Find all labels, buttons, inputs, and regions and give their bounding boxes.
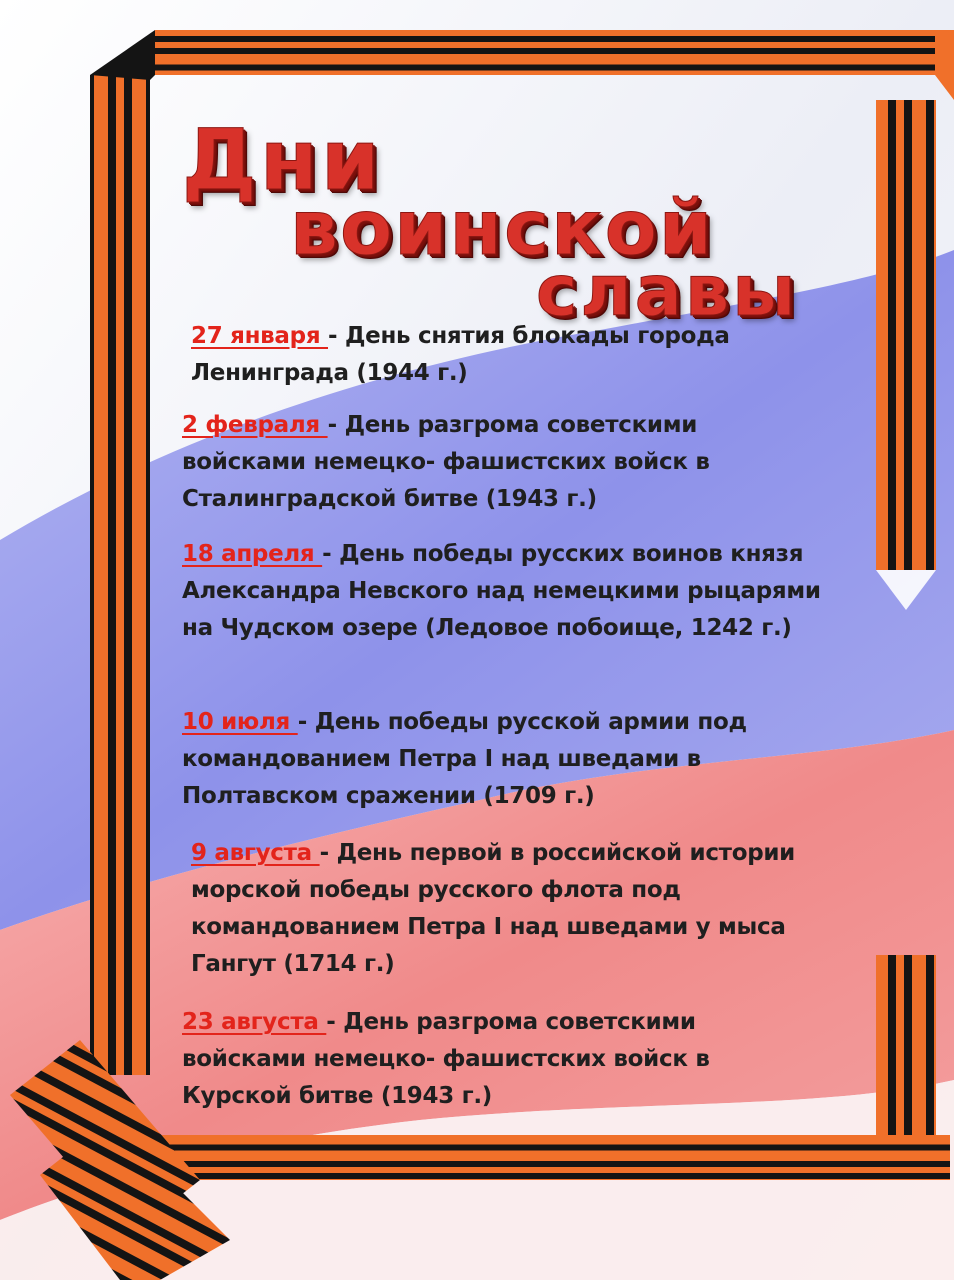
entry-text: День снятия блокады города Ленинграда (1944 г.) [191,323,730,386]
entry-text: День разгрома советскими войсками немецко- фашистских войск в Курской битве (1943 г.) [182,1009,710,1109]
glory-day-entry [182,1004,782,1115]
entry-date: 2 февраля [182,412,328,438]
ribbon-bottom [150,1135,950,1180]
glory-day-entry [191,318,791,392]
entry-separator: - [327,412,345,438]
glory-day-entry [182,536,822,647]
poster-title-line-3: славы [536,250,799,332]
ribbon-right-lower [876,955,936,1135]
entry-date: 10 июля [182,709,298,735]
entry-text: День победы русской армии под командованием Петра I над шведами в Полтавском сражении (1709 г.) [182,709,747,809]
entry-text: День разгрома советскими войсками немецко- фашистских войск в Сталинградской битве (1943 г.) [182,412,710,512]
glory-day-entry [182,704,802,815]
entry-separator: - [326,1009,344,1035]
poster-title-line-2: воинской [290,183,715,272]
ribbon-right-upper [876,100,936,570]
entry-separator: - [322,541,340,567]
ribbon-left [90,75,150,1075]
entry-separator: - [328,323,345,349]
entry-separator: - [297,709,315,735]
poster-title-line-1: Дни [182,111,383,209]
glory-day-entry [182,407,782,518]
glory-day-entry [191,835,841,983]
entry-date: 27 января [191,323,328,349]
entry-date: 23 августа [182,1009,327,1035]
entry-date: 9 августа [191,840,320,866]
ribbon-top [155,30,945,75]
entry-date: 18 апреля [182,541,323,567]
entry-text: День первой в российской истории морской победы русского флота под командованием Петра I над шведами у мыса Гангут (1714 г.) [191,840,795,977]
entry-separator: - [319,840,337,866]
entry-text: День победы русских воинов князя Александра Невского над немецкими рыцарями на Чудском озере (Ледовое побоище, 1242 г.) [182,541,821,641]
